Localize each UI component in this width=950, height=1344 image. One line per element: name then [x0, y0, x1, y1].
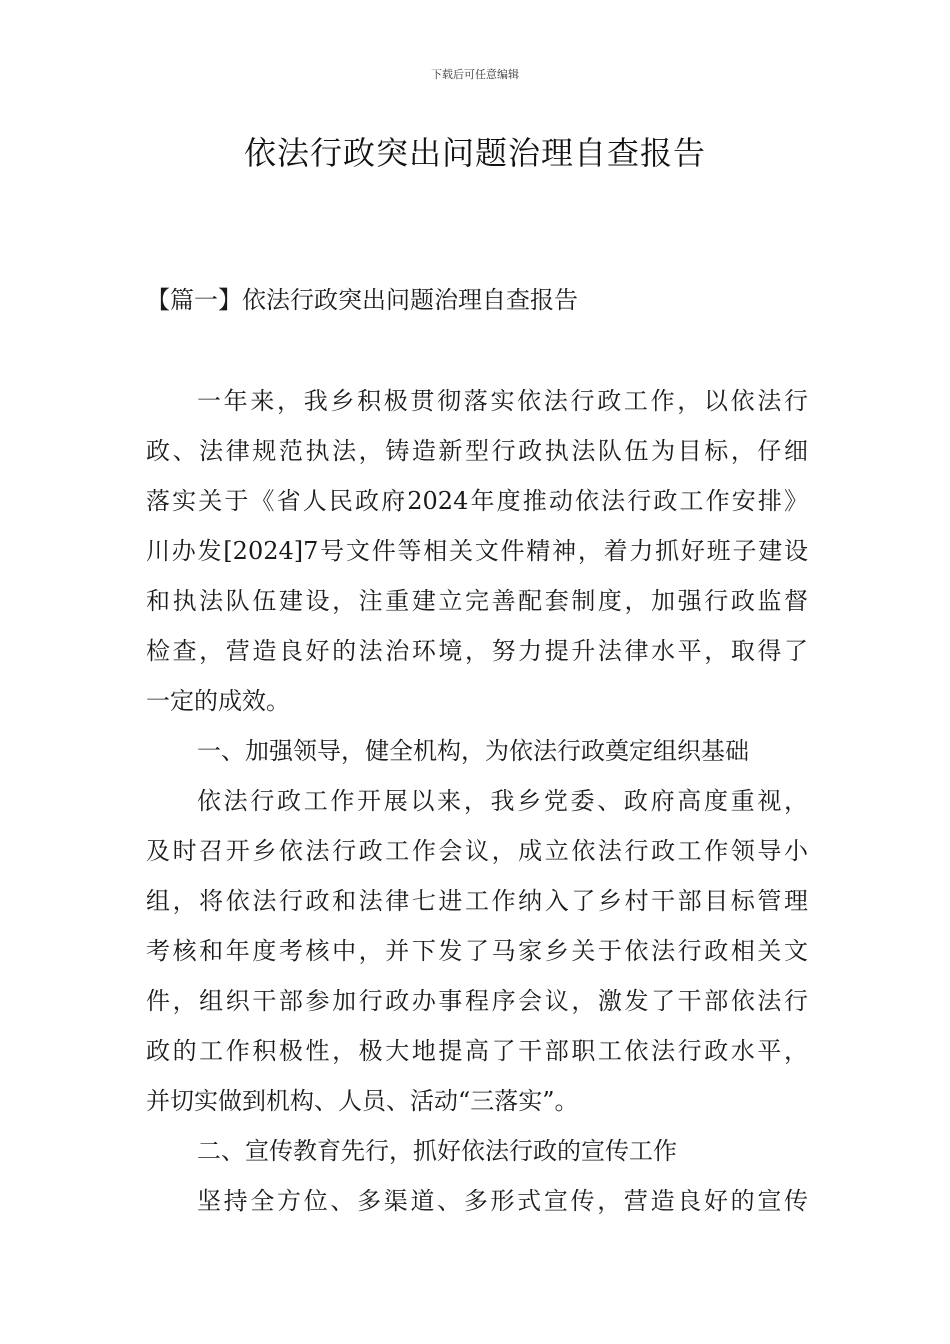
- body-line: 和执法队伍建设，注重建立完善配套制度，加强行政监督: [146, 587, 808, 615]
- body-line: 政、法律规范执法，铸造新型行政执法队伍为目标，仔细: [146, 437, 808, 465]
- body-line: 落实关于《省人民政府2024年度推动依法行政工作安排》: [146, 487, 808, 515]
- document-body: [146, 376, 808, 1226]
- body-line: 检查，营造良好的法治环境，努力提升法律水平，取得了: [146, 637, 808, 665]
- body-line: 一定的成效。: [146, 687, 290, 715]
- body-line: 依法行政工作开展以来，我乡党委、政府高度重视，: [197, 787, 808, 815]
- subheading-line: 二、宣传教育先行，抓好依法行政的宣传工作: [197, 1137, 677, 1165]
- body-line: 组，将依法行政和法律七进工作纳入了乡村干部目标管理: [146, 887, 808, 915]
- subheading-line: 一、加强领导，健全机构，为依法行政奠定组织基础: [197, 737, 749, 765]
- body-line: 件，组织干部参加行政办事程序会议，激发了干部依法行: [146, 987, 808, 1015]
- body-line: 川办发[2024]7号文件等相关文件精神，着力抓好班子建设: [146, 537, 808, 565]
- body-line: 政的工作积极性，极大地提高了干部职工依法行政水平，: [146, 1037, 808, 1065]
- header-note: 下载后可任意编辑: [431, 68, 519, 81]
- document-title: 依法行政突出问题治理自查报告: [243, 134, 706, 172]
- body-line: 考核和年度考核中，并下发了马家乡关于依法行政相关文: [146, 937, 808, 965]
- section-heading: 【篇一】依法行政突出问题治理自查报告: [146, 286, 578, 314]
- body-line: 一年来，我乡积极贯彻落实依法行政工作，以依法行: [197, 387, 808, 415]
- body-line: 及时召开乡依法行政工作会议，成立依法行政工作领导小: [146, 837, 808, 865]
- body-line: 并切实做到机构、人员、活动“三落实”。: [146, 1087, 579, 1115]
- body-line: 坚持全方位、多渠道、多形式宣传，营造良好的宣传: [197, 1187, 808, 1215]
